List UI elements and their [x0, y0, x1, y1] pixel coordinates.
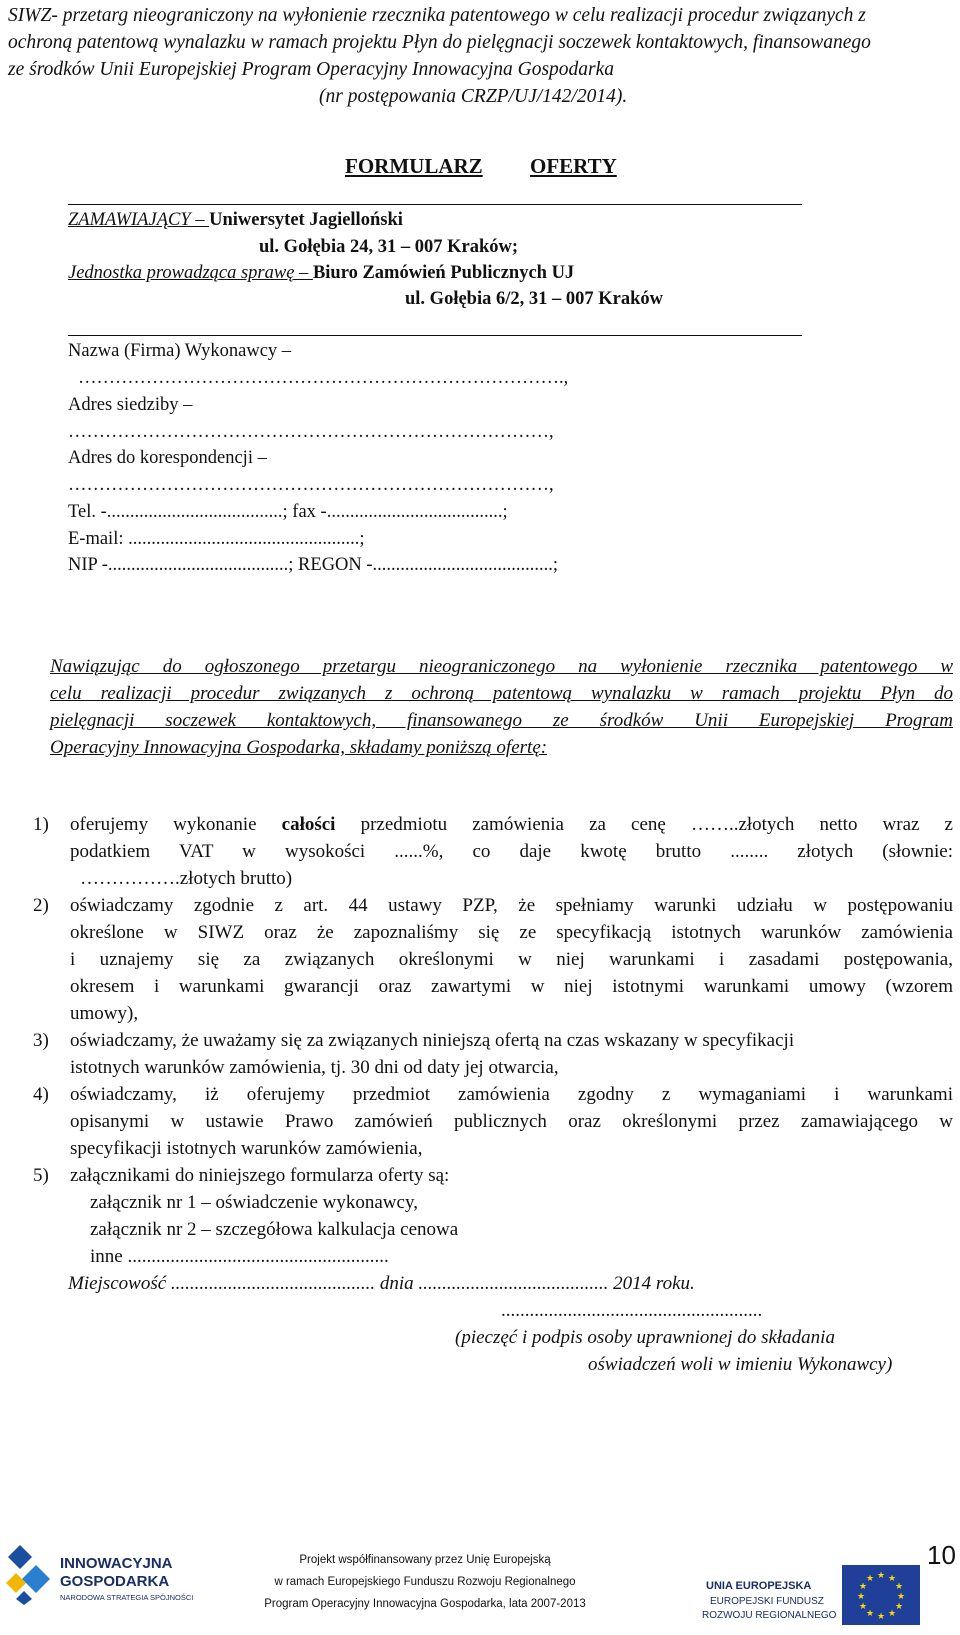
svg-text:★: ★	[865, 1609, 875, 1619]
item-5-number: 5)	[33, 1165, 49, 1186]
page-number: 10	[927, 1540, 956, 1570]
form-title-word-1: FORMULARZ	[345, 154, 483, 178]
item-2-number: 2)	[33, 895, 49, 916]
footer-center-line-3: Program Operacyjny Innowacyjna Gospodarka, lata 2007-2013	[264, 1598, 586, 1610]
signature-dots: .......................................................	[501, 1300, 763, 1321]
item-5-line-1: załącznikami do niniejszego formularza oferty są:	[70, 1165, 450, 1186]
signature-caption-1: (pieczęć i podpis osoby uprawnionej do składania	[455, 1327, 835, 1348]
attachment-other: inne .......................................................	[90, 1246, 389, 1267]
intro-line-2: celu realizacji procedur związanych z ochroną patentową wynalazku w ramach projektu Płyn do	[50, 683, 953, 704]
header-line-2: ochroną patentową wynalazku w ramach projektu Płyn do pielęgnacji soczewek kontaktowych, finansowanego	[8, 32, 871, 53]
svg-text:★: ★	[858, 1602, 868, 1612]
intro-line-3: pielęgnacji soczewek kontaktowych, finansowanego ze środków Unii Europejskiej Program	[50, 710, 953, 731]
attachment-2: załącznik nr 2 – szczegółowa kalkulacja cenowa	[90, 1219, 459, 1240]
svg-text:★: ★	[896, 1592, 906, 1602]
unit-line	[68, 263, 574, 284]
eu-logo-line-2: EUROPEJSKI FUNDUSZ	[710, 1596, 824, 1607]
left-logo-line-1: INNOWACYJNA	[60, 1555, 173, 1572]
contractor-corr-dots: ……………………………………………………………………,	[68, 475, 554, 495]
left-logo-line-2: GOSPODARKA	[60, 1573, 170, 1590]
contractor-seat-label: Adres siedziby –	[68, 395, 193, 415]
item-3-number: 3)	[33, 1030, 49, 1051]
svg-text:★: ★	[894, 1582, 904, 1592]
item-3-line-2: istotnych warunków zamówienia, tj. 30 dni od daty jej otwarcia,	[70, 1057, 559, 1078]
item-1-line-2: podatkiem VAT w wysokości ......%, co daje kwotę brutto ........ złotych (słownie:	[70, 841, 953, 862]
item-2-line-3: i uznajemy się za związanych określonymi w niej warunkami i zasadami postępowania,	[70, 949, 953, 970]
item-1-text-b: przedmiotu zamówienia za cenę ……..złotych netto wraz z	[335, 814, 953, 835]
item-4-number: 4)	[33, 1084, 49, 1105]
svg-text:★: ★	[865, 1574, 875, 1584]
item-1-number: 1)	[33, 814, 49, 835]
unit-address: ul. Gołębia 6/2, 31 – 007 Kraków	[405, 289, 663, 309]
contractor-nip-regon: NIP -.......................................; REGON -.......................................;	[68, 555, 559, 575]
item-3-line-1: oświadczamy, że uważamy się za związanych niniejszą ofertą na czas wskazany w specyfikacji	[70, 1030, 795, 1051]
svg-text:★: ★	[876, 1571, 886, 1581]
contractor-name-dots: …………………………………………………………………….,	[78, 368, 569, 388]
unit-label: Jednostka prowadząca sprawę –	[68, 263, 313, 283]
buyer-line	[68, 210, 403, 231]
innovative-economy-logo-icon	[6, 1543, 56, 1605]
buyer-label: ZAMAWIAJĄCY –	[68, 210, 210, 230]
item-4-line-3: specyfikacji istotnych warunków zamówienia,	[70, 1138, 423, 1159]
intro-line-1: Nawiązując do ogłoszonego przetargu nieograniczonego na wyłonienie rzecznika patentowego w	[50, 656, 953, 677]
unit-name: Biuro Zamówień Publicznych UJ	[312, 263, 575, 283]
footer-center-line-1: Projekt współfinansowany przez Unię Europejską	[299, 1554, 551, 1566]
intro-line-4: Operacyjny Innowacyjna Gospodarka, składamy poniższą ofertę:	[50, 737, 548, 758]
buyer-rule	[68, 335, 802, 336]
item-1-text-a: oferujemy wykonanie	[70, 814, 282, 835]
contractor-name-label: Nazwa (Firma) Wykonawcy –	[68, 341, 292, 361]
buyer-address: ul. Gołębia 24, 31 – 007 Kraków;	[259, 237, 519, 257]
contractor-corr-label: Adres do korespondencji –	[68, 448, 267, 468]
item-4-line-2: opisanymi w ustawie Prawo zamówień publicznych oraz określonymi przez zamawiającego w	[70, 1111, 953, 1132]
item-4-line-1: oświadczamy, iż oferujemy przedmiot zamówienia zgodny z wymaganiami i warunkami	[70, 1084, 953, 1105]
contractor-seat-dots: ……………………………………………………………………,	[68, 422, 554, 442]
signature-caption-2: oświadczeń woli w imieniu Wykonawcy)	[588, 1354, 893, 1375]
footer-center-line-2: w ramach Europejskiego Funduszu Rozwoju Regionalnego	[274, 1576, 576, 1588]
svg-text:★: ★	[858, 1582, 868, 1592]
left-logo-line-3: NARODOWA STRATEGIA SPÓJNOŚCI	[60, 1593, 194, 1602]
item-2-line-1: oświadczamy zgodnie z art. 44 ustawy PZP, że spełniamy warunki udziału w postępowaniu	[70, 895, 953, 916]
item-1-line-3: …………….złotych brutto)	[80, 868, 293, 889]
attachment-1: załącznik nr 1 – oświadczenie wykonawcy,	[90, 1192, 418, 1213]
svg-text:★: ★	[894, 1602, 904, 1612]
eu-flag-icon	[842, 1565, 920, 1625]
form-title-word-2: OFERTY	[530, 154, 617, 178]
place-date-line: Miejscowość ........................................... dnia ........................................ 2014 roku.	[68, 1273, 695, 1294]
header-line-4: (nr postępowania CRZP/UJ/142/2014).	[319, 86, 628, 107]
header-line-3: ze środków Unii Europejskiej Program Operacyjny Innowacyjna Gospodarka	[8, 59, 615, 80]
svg-text:★: ★	[856, 1592, 866, 1602]
eu-logo-line-1: UNIA EUROPEJSKA	[706, 1580, 812, 1592]
item-2-line-2: określone w SIWZ oraz że zapoznaliśmy się ze specyfikacją istotnych warunków zamówienia	[70, 922, 953, 943]
item-2-line-4: okresem i warunkami gwarancji oraz zawartymi w niej istotnymi warunkami umowy (wzorem	[70, 976, 953, 997]
title-rule	[68, 204, 802, 205]
item-2-line-5: umowy),	[70, 1003, 139, 1024]
header-line-1: SIWZ- przetarg nieograniczony na wyłonienie rzecznika patentowego w celu realizacji procedur związanych z	[8, 5, 866, 26]
svg-text:★: ★	[887, 1609, 897, 1619]
contractor-tel-fax: Tel. -......................................; fax -......................................;	[68, 502, 508, 522]
eu-logo-line-3: ROZWOJU REGIONALNEGO	[702, 1610, 837, 1621]
svg-text:★: ★	[887, 1574, 897, 1584]
buyer-name: Uniwersytet Jagielloński	[209, 210, 403, 230]
contractor-email: E-mail: ..................................................;	[68, 529, 365, 549]
svg-text:★: ★	[876, 1612, 886, 1622]
item-1-bold: całości	[281, 814, 336, 835]
item-1-line-1	[70, 814, 953, 836]
